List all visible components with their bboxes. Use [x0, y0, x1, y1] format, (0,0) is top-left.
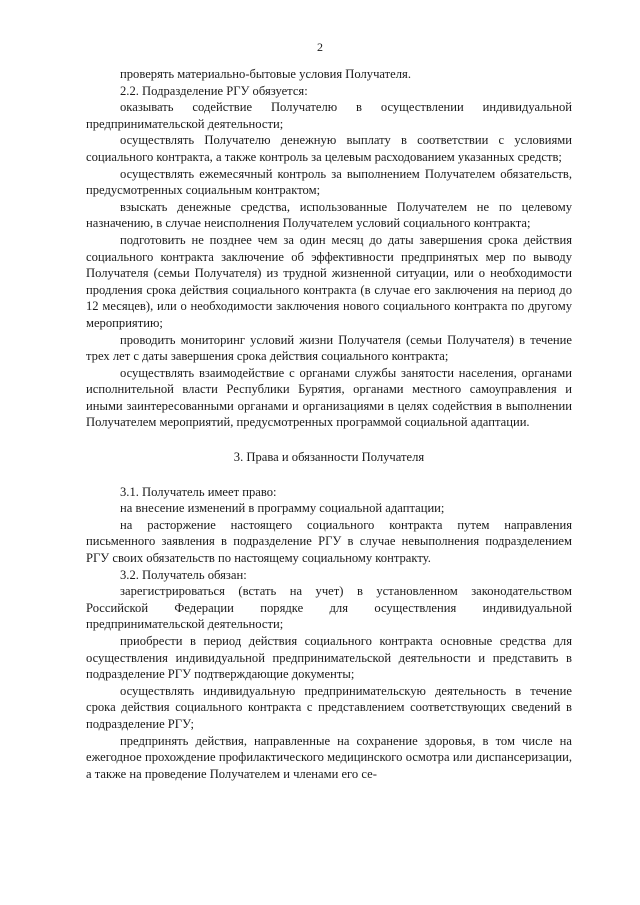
- page-number: 2: [317, 40, 323, 54]
- clause-heading: 2.2. Подразделение РГУ обязуется:: [120, 83, 308, 98]
- paragraph: проверять материально-бытовые условия Получателя.: [120, 67, 411, 81]
- paragraph: осуществлять ежемесячный контроль за выполнением Получателем обязательств, предусмотренных социальным контрактом;: [86, 166, 572, 198]
- clause-heading: 3.2. Получатель обязан:: [120, 567, 247, 582]
- paragraph: проводить мониторинг условий жизни Получателя (семьи Получателя) в течение трех лет с даты завершения срока действия социального контракта;: [86, 332, 572, 364]
- paragraph: осуществлять Получателю денежную выплату в соответствии с условиями социального контракта, а также контроль за целевым расходованием указанных средств;: [86, 133, 572, 164]
- paragraph: зарегистрироваться (встать на учет) в установленном законодательством Российской Федерации порядке для осуществления индивидуальной предпринимательской деятельности;: [86, 584, 572, 632]
- document-body: [86, 66, 572, 782]
- paragraph: осуществлять взаимодействие с органами службы занятости населения, органами исполнительной власти Республики Бурятия, органами местного самоуправления и иными заинтересованными органами и организациями в целях содействия в выполнении Получателем мероприятий, предусмотренных программой социальной адаптации.: [86, 365, 572, 430]
- paragraph: предпринять действия, направленные на сохранение здоровья, в том числе на ежегодное прохождение профилактического медицинского осмотра или диспансеризации, а также на проведение Получателем и членами его се-: [86, 733, 572, 781]
- paragraph: подготовить не позднее чем за один месяц до даты завершения срока действия социального контракта заключение об эффективности предпринятых мер по выводу Получателя (семьи Получателя) из трудной жизненной ситуации, или о необходимости продления срока действия социального контракта (в случае его заключения на период до 12 месяцев), или о необходимости заключения нового социального контракта по другому мероприятию;: [86, 232, 572, 330]
- paragraph: взыскать денежные средства, использованные Получателем не по целевому назначению, в случае неисполнения Получателем условий социального контракта;: [86, 199, 572, 231]
- section-heading: 3. Права и обязанности Получателя: [233, 450, 425, 465]
- paragraph: приобрести в период действия социального контракта основные средства для осуществления индивидуальной предпринимательской деятельности и представить в подразделение РГУ подтверждающие документы;: [86, 634, 572, 682]
- paragraph: оказывать содействие Получателю в осуществлении индивидуальной предпринимательской деятельности;: [86, 100, 572, 131]
- clause-heading: 3.1. Получатель имеет право:: [120, 484, 277, 499]
- paragraph: на расторжение настоящего социального контракта путем направления письменного заявления в подразделение РГУ в случае невыполнения подразделением РГУ своих обязательств по настоящему социальному контракту.: [86, 517, 572, 566]
- paragraph: на внесение изменений в программу социальной адаптации;: [120, 501, 445, 516]
- paragraph: осуществлять индивидуальную предпринимательскую деятельность в течение срока действия социального контракта с представлением соответствующих сведений в подразделение РГУ;: [86, 683, 572, 731]
